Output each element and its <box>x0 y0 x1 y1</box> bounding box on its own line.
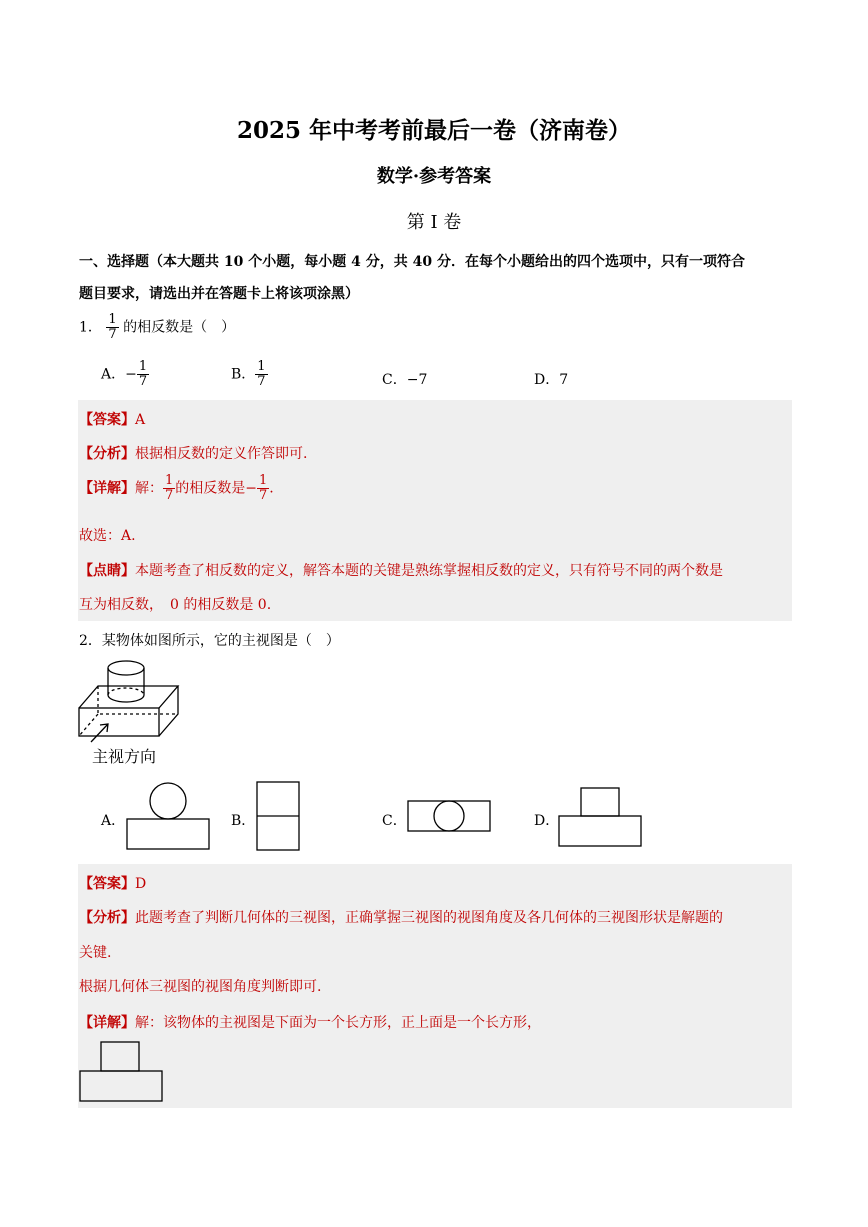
option-a-figure <box>126 782 210 852</box>
q1-detail <box>79 474 274 503</box>
fraction-numerator: 1 <box>165 473 174 488</box>
detail-end: . <box>269 480 274 497</box>
q1-option-d <box>534 369 568 389</box>
analysis-text: 根据相反数的定义作答即可. <box>135 446 308 462</box>
fraction-denominator: 7 <box>108 327 117 342</box>
option-value: 7 <box>559 372 569 388</box>
fraction <box>163 474 175 503</box>
q1-analysis <box>79 443 307 463</box>
fraction-denominator: 7 <box>259 488 268 503</box>
q2-option-b-label: B． <box>231 813 256 829</box>
answer-tag: 【答案】 <box>79 876 135 892</box>
minus-sign: − <box>125 366 137 383</box>
option-value: −7 <box>406 372 428 388</box>
comment-text: 本题考查了相反数的定义，解答本题的关键是熟练掌握相反数的定义，只有符号不同的两个数是 <box>135 563 723 579</box>
detail-prefix: 解： <box>135 480 163 497</box>
fraction-denominator: 7 <box>138 374 148 389</box>
q1-comment-line-2: 互为相反数， 0 的相反数是 0. <box>79 597 272 613</box>
option-d-figure <box>558 787 646 849</box>
question-number: 1． <box>79 319 102 336</box>
fraction-denominator: 7 <box>165 488 174 503</box>
q1-comment-line-1 <box>79 560 723 580</box>
q2-option-a-label: A． <box>101 813 126 829</box>
fraction <box>255 360 267 389</box>
question-1-text: 的相反数是（ ） <box>123 319 236 336</box>
answer-block-1 <box>78 400 792 621</box>
q2-option-d-label: D． <box>534 813 560 829</box>
q2-option-c-label: C． <box>382 813 407 829</box>
option-c-figure <box>407 799 493 835</box>
q2-analysis-line-3: 根据几何体三视图的视图角度判断即可. <box>79 979 322 995</box>
q2-analysis-line-2: 关键. <box>79 945 112 961</box>
option-label: A． <box>101 366 126 383</box>
fraction-numerator: 1 <box>108 312 117 327</box>
fraction-denominator: 7 <box>257 374 266 389</box>
fraction <box>106 313 118 342</box>
fraction-numerator: 1 <box>257 359 266 374</box>
q1-option-b <box>231 360 268 389</box>
analysis-tag: 【分析】 <box>79 910 135 926</box>
q1-option-c <box>382 369 427 389</box>
detail-tag: 【详解】 <box>79 1015 135 1031</box>
answer-tag: 【答案】 <box>79 412 135 428</box>
q2-detail <box>79 1012 541 1032</box>
fraction-numerator: 1 <box>138 359 148 374</box>
minus-sign: − <box>245 480 258 497</box>
page-title: 2025 年中考考前最后一卷（济南卷） <box>236 117 632 144</box>
detail-tag: 【详解】 <box>79 480 135 497</box>
analysis-text: 此题考查了判断几何体的三视图，正确掌握三视图的视图角度及各几何体的三视图形状是解题的 <box>135 910 723 926</box>
q1-option-a <box>101 360 149 389</box>
fraction-numerator: 1 <box>259 473 268 488</box>
solution-figure <box>79 1041 165 1103</box>
section-heading: 第 I 卷 <box>406 212 462 233</box>
question-2-stem: 2．某物体如图所示，它的主视图是（ ） <box>79 633 340 649</box>
solid-figure <box>78 658 188 758</box>
q2-answer <box>79 873 146 893</box>
option-b-figure <box>256 781 302 853</box>
page-subtitle: 数学·参考答案 <box>376 166 492 187</box>
option-label: B． <box>231 366 256 383</box>
analysis-tag: 【分析】 <box>79 446 135 462</box>
answer-value: D <box>135 876 147 892</box>
q1-answer <box>79 409 145 429</box>
q2-analysis-line-1 <box>79 907 723 927</box>
comment-tag: 【点睛】 <box>79 563 135 579</box>
figure-caption: 主视方向 <box>92 747 157 766</box>
fraction <box>137 360 149 389</box>
intro-line-2: 题目要求，请选出并在答题卡上将该项涂黑） <box>79 286 359 302</box>
q1-choose: 故选：A. <box>79 528 136 544</box>
option-label: C． <box>382 372 407 388</box>
detail-mid: 的相反数是 <box>175 480 246 497</box>
option-label: D． <box>534 372 560 388</box>
intro-line-1: 一、选择题（本大题共 10 个小题，每小题 4 分，共 40 分．在每个小题给出的四个选项中，只有一项符合 <box>79 254 745 270</box>
fraction <box>257 474 269 503</box>
question-1-stem <box>79 313 235 342</box>
answer-value: A <box>135 412 146 428</box>
detail-text: 解：该物体的主视图是下面为一个长方形，正上面是一个长方形， <box>135 1015 541 1031</box>
